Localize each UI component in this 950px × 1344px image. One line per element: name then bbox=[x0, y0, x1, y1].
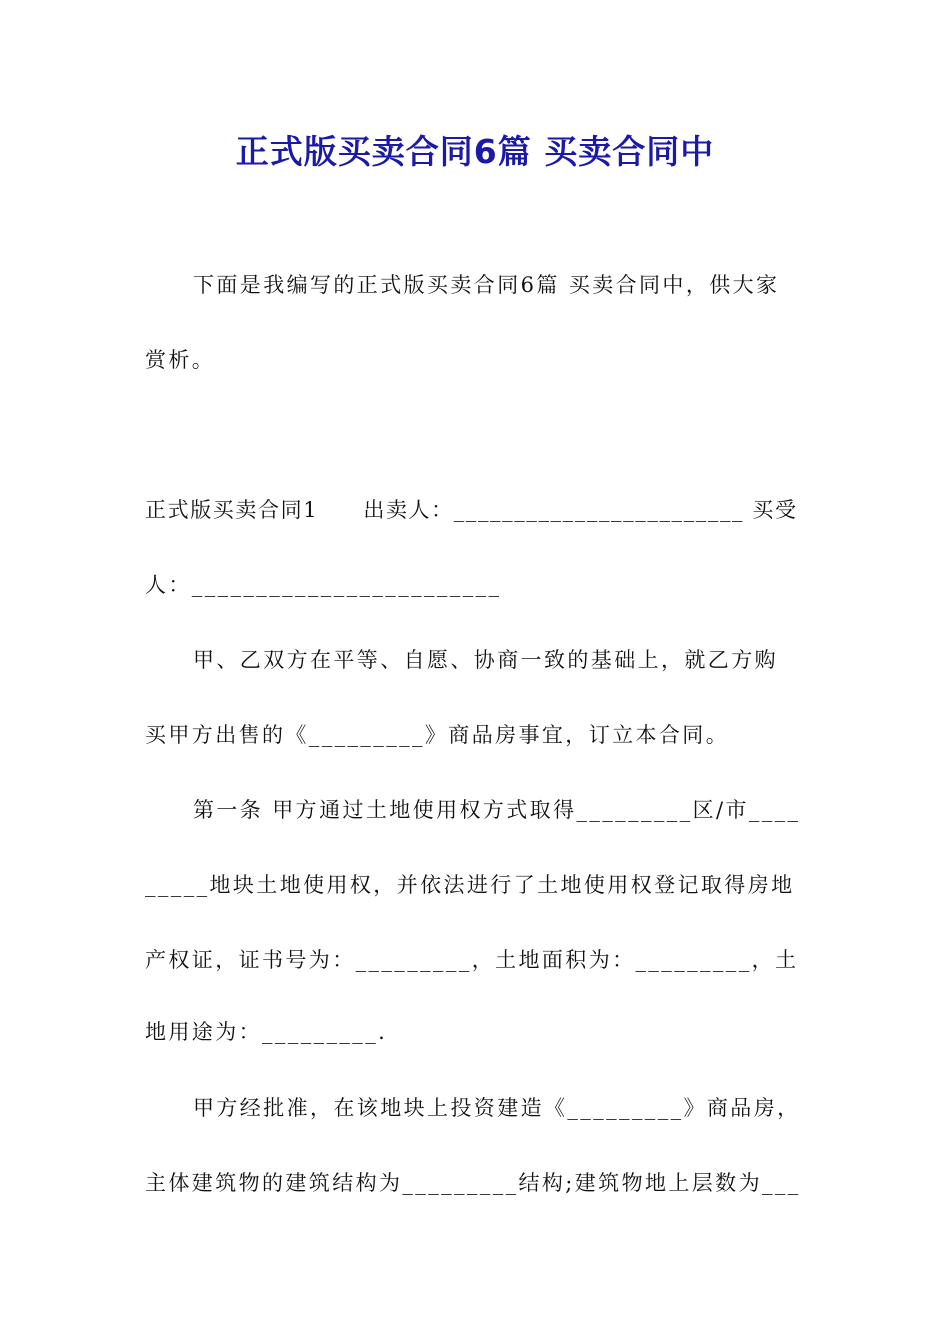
paragraph-line: 主体建筑物的建筑结构为_________结构;建筑物地上层数为___ bbox=[145, 1171, 801, 1195]
paragraph-line: 下面是我编写的正式版买卖合同6篇 买卖合同中，供大家 bbox=[193, 273, 780, 297]
paragraph-line: 人：________________________ bbox=[145, 573, 502, 597]
paragraph-line: 甲方经批准，在该地块上投资建造《_________》商品房， bbox=[193, 1096, 801, 1120]
paragraph-line: 第一条 甲方通过土地使用权方式取得_________区/市____ bbox=[193, 798, 801, 822]
paragraph-line: 甲、乙双方在平等、自愿、协商一致的基础上，就乙方购 bbox=[193, 648, 778, 672]
paragraph-line: 产权证，证书号为：_________，土地面积为：_________，土 bbox=[145, 948, 799, 972]
paragraph-line: 赏析。 bbox=[145, 348, 216, 372]
paragraph-line: 正式版买卖合同1 出卖人：________________________ 买受 bbox=[145, 498, 798, 522]
paragraph-line: 买甲方出售的《_________》商品房事宜，订立本合同。 bbox=[145, 723, 730, 747]
paragraph-line: 地用途为：_________. bbox=[145, 1020, 388, 1044]
paragraph-line: _____地块土地使用权，并依法进行了土地使用权登记取得房地 bbox=[145, 873, 795, 897]
document-title: 正式版买卖合同6篇 买卖合同中 bbox=[235, 132, 715, 171]
